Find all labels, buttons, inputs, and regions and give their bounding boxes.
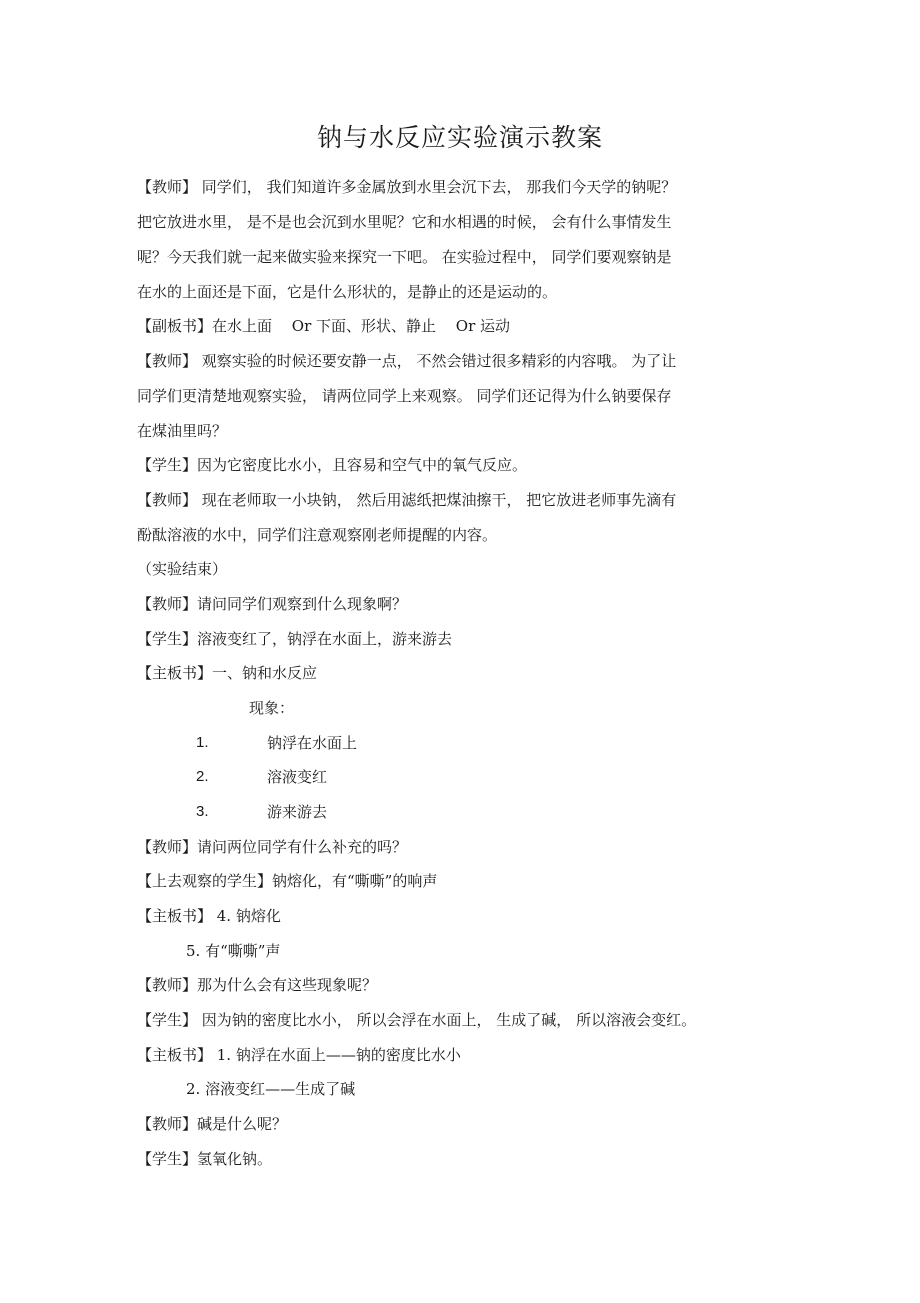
paragraph-line: （实验结束） bbox=[137, 560, 228, 578]
paragraph-line: 把它放进水里， 是不是也会沉到水里呢？它和水相遇的时候， 会有什么事情发生 bbox=[137, 213, 672, 231]
paragraph-line: 呢？今天我们就一起来做实验来探究一下吧。 在实验过程中， 同学们要观察钠是 bbox=[137, 248, 672, 266]
main-board-note: 【主板书】 4. 钠熔化 bbox=[137, 907, 281, 925]
paragraph-line: 在煤油里吗？ bbox=[137, 422, 228, 440]
paragraph-line: 同学们更清楚地观察实验， 请两位同学上来观察。 同学们还记得为什么钠要保存 bbox=[137, 387, 672, 405]
paragraph-line: 【学生】氢氧化钠。 bbox=[137, 1150, 273, 1168]
paragraph-line: 【教师】那为什么会有这些现象呢？ bbox=[137, 976, 378, 994]
list-item: 游来游去 bbox=[267, 803, 328, 821]
paragraph-line: 【教师】 现在老师取一小块钠， 然后用滤纸把煤油擦干， 把它放进老师事先滴有 bbox=[137, 491, 677, 509]
paragraph-line: 酚酞溶液的水中，同学们注意观察刚老师提醒的内容。 bbox=[137, 526, 498, 544]
paragraph-line: 【教师】 观察实验的时候还要安静一点， 不然会错过很多精彩的内容哦。 为了让 bbox=[137, 352, 677, 370]
list-item: 钠浮在水面上 bbox=[267, 734, 358, 752]
paragraph-line: 【学生】因为它密度比水小，且容易和空气中的氧气反应。 bbox=[137, 456, 528, 474]
paragraph-line: 在水的上面还是下面，它是什么形状的，是静止的还是运动的。 bbox=[137, 283, 558, 301]
paragraph-line: 【教师】碱是什么呢？ bbox=[137, 1115, 288, 1133]
list-number: 3. bbox=[196, 803, 209, 820]
paragraph-line: 【学生】溶液变红了，钠浮在水面上，游来游去 bbox=[137, 630, 453, 648]
paragraph-line: 【上去观察的学生】钠熔化，有“嘶嘶”的响声 bbox=[137, 872, 438, 890]
paragraph-line: 【教师】 同学们， 我们知道许多金属放到水里会沉下去， 那我们今天学的钠呢？ bbox=[137, 178, 677, 196]
side-board-note: 【副板书】在水上面 Or 下面、形状、静止 Or 运动 bbox=[137, 317, 511, 335]
list-number: 1. bbox=[196, 734, 209, 751]
list-number: 2. bbox=[196, 768, 209, 785]
list-item: 溶液变红 bbox=[267, 768, 328, 786]
phenomena-label: 现象： bbox=[249, 699, 295, 717]
paragraph-line: 【教师】请问同学们观察到什么现象啊？ bbox=[137, 595, 408, 613]
main-board-note: 5. 有“嘶嘶”声 bbox=[186, 942, 281, 960]
page-title: 钠与水反应实验演示教案 bbox=[316, 123, 603, 152]
paragraph-line: 【学生】 因为钠的密度比水小， 所以会浮在水面上， 生成了碱， 所以溶液会变红。 bbox=[137, 1011, 697, 1029]
main-board-note: 【主板书】 1. 钠浮在水面上——钠的密度比水小 bbox=[137, 1046, 461, 1064]
main-board-heading: 【主板书】一、钠和水反应 bbox=[137, 664, 318, 682]
paragraph-line: 【教师】请问两位同学有什么补充的吗？ bbox=[137, 838, 408, 856]
main-board-note: 2. 溶液变红——生成了碱 bbox=[186, 1080, 356, 1098]
